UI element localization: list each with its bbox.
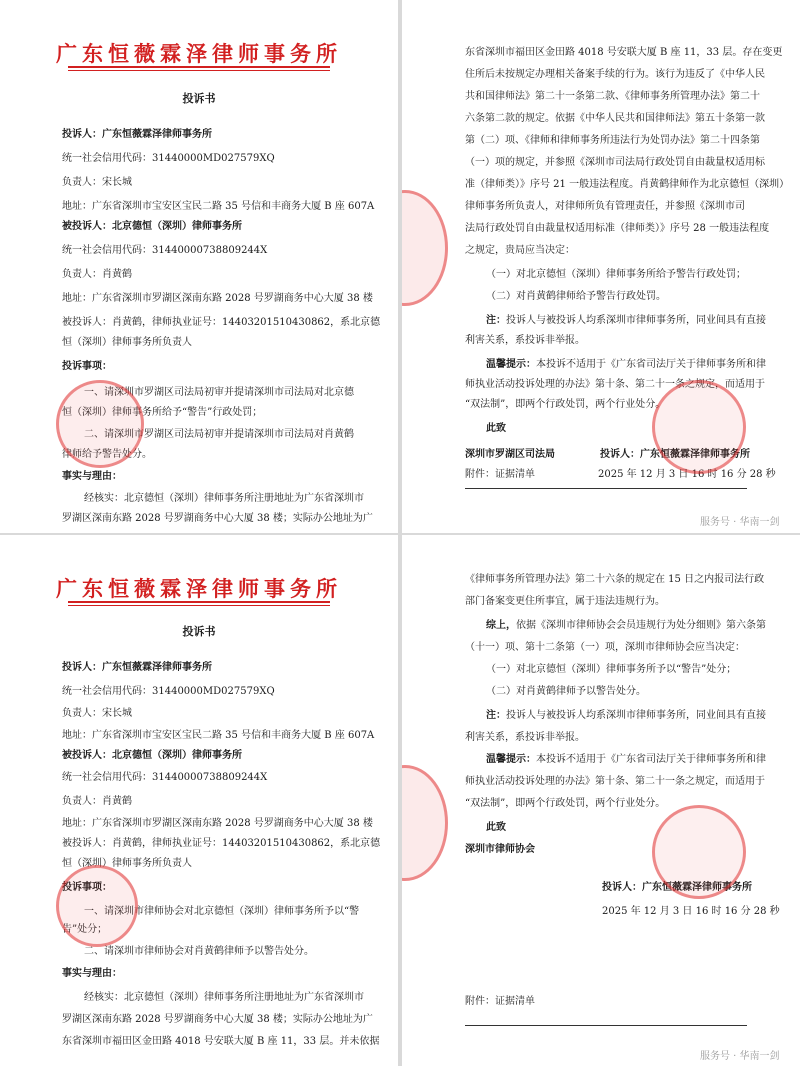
letterhead-rule-thin (68, 605, 330, 606)
respondent-name: 被投诉人：北京德恒（深圳）律师事务所 (62, 221, 242, 232)
complainant-name: 投诉人：广东恒薇霖泽律师事务所 (62, 129, 212, 140)
facts-line-1: 经核实：北京德恒（深圳）律师事务所注册地址为广东省深圳市 (84, 493, 364, 504)
date: 2025 年 12 月 3 日 16 时 16 分 28 秒 (598, 469, 776, 480)
salutation: 此致 (486, 423, 506, 434)
tip-label: 温馨提示： (486, 359, 536, 370)
tip-line (486, 358, 766, 371)
note-cont: 利害关系，系投诉非举报。 (465, 335, 585, 346)
tip-cont: 师执业活动投诉处理的办法》第十条、第二十一条之规定，而适用于 (465, 379, 765, 390)
signer: 投诉人：广东恒薇霖泽律师事务所 (602, 882, 752, 893)
letterhead-rule (68, 66, 330, 68)
decision-2: （二）对肖黄鹤律师给予警告行政处罚。 (486, 291, 666, 302)
document-page-3 (0, 535, 398, 1066)
conclusion-text: 依据《深圳市律师协会会员违规行为处分细则》第六条第 (516, 620, 766, 631)
salutation: 此致 (486, 822, 506, 833)
respondent-principal: 负责人：肖黄鹤 (62, 269, 132, 280)
divider-line (465, 488, 747, 489)
matter-2: 二、请深圳市律师协会对肖黄鹤律师予以警告处分。 (84, 946, 314, 957)
respondent-lawyer: 被投诉人：肖黄鹤，律师执业证号：14403201510430862，系北京德 (62, 317, 381, 328)
red-seal-stamp (652, 805, 746, 899)
note-label: 注： (486, 710, 506, 721)
tip-cont: 师执业活动投诉处理的办法》第十条、第二十一条之规定，而适用于 (465, 776, 765, 787)
text-line: 住所后未按规定办理相关备案手续的行为。该行为违反了《中华人民 (465, 69, 765, 80)
text-line: 六条第二款的规定。依据《中华人民共和国律师法》第五十条第一款 (465, 113, 765, 124)
matter-2-cont: 律师给予警告处分。 (62, 449, 152, 460)
complainant-principal: 负责人：宋长城 (62, 708, 132, 719)
note-text: 投诉人与被投诉人均系深圳市律师事务所，同业间具有直接 (506, 710, 766, 721)
watermark: 服务号 · 华南一剑 (700, 517, 780, 528)
respondent-credit-code: 统一社会信用代码：31440000738809244X (62, 772, 268, 783)
decision-1: （一）对北京德恒（深圳）律师事务所予以“警告”处分； (486, 664, 737, 675)
letterhead-firm-name: 广东恒薇霖泽律师事务所 (56, 41, 342, 66)
tip-cont-2: “双法制”，即两个行政处罚，两个行业处分。 (465, 798, 666, 809)
decision-2: （二）对肖黄鹤律师予以警告处分。 (486, 686, 646, 697)
attachment: 附件：证据清单 (465, 996, 535, 1007)
matter-1: 一、请深圳市罗湖区司法局初审并提请深圳市司法局对北京德 (84, 387, 354, 398)
complainant-credit-code: 统一社会信用代码：31440000MD027579XQ (62, 153, 275, 164)
note-text: 投诉人与被投诉人均系深圳市律师事务所，同业间具有直接 (506, 315, 766, 326)
document-page-2 (402, 0, 800, 533)
signer: 投诉人：广东恒薇霖泽律师事务所 (600, 449, 750, 460)
date: 2025 年 12 月 3 日 16 时 16 分 28 秒 (602, 906, 780, 917)
conclusion-line (486, 619, 766, 632)
respondent-lawyer-cont: 恒（深圳）律师事务所负责人 (62, 858, 192, 869)
text-line: 准（律师类）》序号 21 一般违法程度。肖黄鹤律师作为北京德恒（深圳） (465, 179, 790, 190)
respondent-lawyer: 被投诉人：肖黄鹤，律师执业证号：14403201510430862，系北京德 (62, 838, 381, 849)
text-line: 法局行政处罚自由裁量权适用标准（律师类）》序号 28 一般违法程度 (465, 223, 770, 234)
text-line: （一）项的规定，并参照《深圳市司法局行政处罚自由裁量权适用标 (465, 157, 765, 168)
divider-line (465, 1025, 747, 1026)
recipient: 深圳市律师协会 (465, 844, 535, 855)
text-line: 律师事务所负责人，对律师所负有管理责任，并参照《深圳市司 (465, 201, 745, 212)
facts-heading: 事实与理由： (62, 471, 122, 482)
tip-text: 本投诉不适用于《广东省司法厅关于律师事务所和律 (536, 359, 766, 370)
facts-heading: 事实与理由： (62, 968, 122, 979)
facts-line-2: 罗湖区深南东路 2028 号罗湖商务中心大厦 38 楼；实际办公地址为广 (62, 513, 373, 524)
respondent-principal: 负责人：肖黄鹤 (62, 796, 132, 807)
red-seal-stamp-edge (402, 765, 448, 881)
red-seal-stamp (56, 380, 144, 468)
red-seal-stamp-edge (402, 190, 448, 306)
matters-heading: 投诉事项： (62, 882, 112, 893)
text-line: 共和国律师法》第二十一条第二款、《律师事务所管理办法》第二十 (465, 91, 760, 102)
facts-line-3: 东省深圳市福田区金田路 4018 号安联大厦 B 座 11，33 层。并未依据 (62, 1036, 380, 1047)
document-title: 投诉书 (182, 92, 216, 105)
tip-line (486, 753, 766, 766)
text-line: 部门备案变更住所事宜，属于违法违规行为。 (465, 596, 665, 607)
respondent-name: 被投诉人：北京德恒（深圳）律师事务所 (62, 750, 242, 761)
facts-line-2: 罗湖区深南东路 2028 号罗湖商务中心大厦 38 楼；实际办公地址为广 (62, 1014, 373, 1025)
conclusion-cont: （十一）项、第十二条第（一）项，深圳市律师协会应当决定： (465, 642, 745, 653)
text-line: 第（二）项、《律师和律师事务所违法行为处罚办法》第二十四条第 (465, 135, 760, 146)
tip-text: 本投诉不适用于《广东省司法厅关于律师事务所和律 (536, 754, 766, 765)
matter-1-cont: 恒（深圳）律师事务所给予“警告”行政处罚； (62, 407, 263, 418)
matters-heading: 投诉事项： (62, 361, 112, 372)
conclusion-label: 综上， (486, 620, 516, 631)
text-line: 之规定，贵局应当决定： (465, 245, 575, 256)
note-line (486, 314, 766, 327)
note-label: 注： (486, 315, 506, 326)
document-page-1 (0, 0, 398, 533)
matter-2: 二、请深圳市罗湖区司法局初审并提请深圳市司法局对肖黄鹤 (84, 429, 354, 440)
tip-label: 温馨提示： (486, 754, 536, 765)
tip-cont-2: “双法制”，即两个行政处罚，两个行业处分。 (465, 399, 666, 410)
watermark: 服务号 · 华南一剑 (700, 1051, 780, 1062)
complainant-address: 地址：广东省深圳市宝安区宝民二路 35 号信和丰商务大厦 B 座 607A (62, 730, 375, 741)
respondent-address: 地址：广东省深圳市罗湖区深南东路 2028 号罗湖商务中心大厦 38 楼 (62, 818, 373, 829)
note-line (486, 709, 766, 722)
letterhead-rule-thin (68, 70, 330, 71)
complainant-principal: 负责人：宋长城 (62, 177, 132, 188)
red-seal-stamp (652, 380, 746, 474)
matter-1-cont: 告”处分； (62, 924, 108, 935)
complainant-credit-code: 统一社会信用代码：31440000MD027579XQ (62, 686, 275, 697)
letterhead-rule (68, 601, 330, 603)
respondent-lawyer-cont: 恒（深圳）律师事务所负责人 (62, 337, 192, 348)
text-line: 东省深圳市福田区金田路 4018 号安联大厦 B 座 11，33 层。存在变更 (465, 47, 783, 58)
matter-1: 一、请深圳市律师协会对北京德恒（深圳）律师事务所予以“警 (84, 906, 360, 917)
decision-1: （一）对北京德恒（深圳）律师事务所给予警告行政处罚； (486, 269, 746, 280)
text-line: 《律师事务所管理办法》第二十六条的规定在 15 日之内报司法行政 (465, 574, 765, 585)
red-seal-stamp (56, 865, 138, 947)
letterhead-firm-name: 广东恒薇霖泽律师事务所 (56, 576, 342, 601)
document-title: 投诉书 (182, 625, 216, 638)
note-cont: 利害关系，系投诉非举报。 (465, 732, 585, 743)
complainant-address: 地址：广东省深圳市宝安区宝民二路 35 号信和丰商务大厦 B 座 607A (62, 201, 375, 212)
respondent-credit-code: 统一社会信用代码：31440000738809244X (62, 245, 268, 256)
attachment: 附件：证据清单 (465, 469, 535, 480)
recipient: 深圳市罗湖区司法局 (465, 449, 555, 460)
document-page-4 (402, 535, 800, 1066)
facts-line-1: 经核实：北京德恒（深圳）律师事务所注册地址为广东省深圳市 (84, 992, 364, 1003)
respondent-address: 地址：广东省深圳市罗湖区深南东路 2028 号罗湖商务中心大厦 38 楼 (62, 293, 373, 304)
complainant-name: 投诉人：广东恒薇霖泽律师事务所 (62, 662, 212, 673)
